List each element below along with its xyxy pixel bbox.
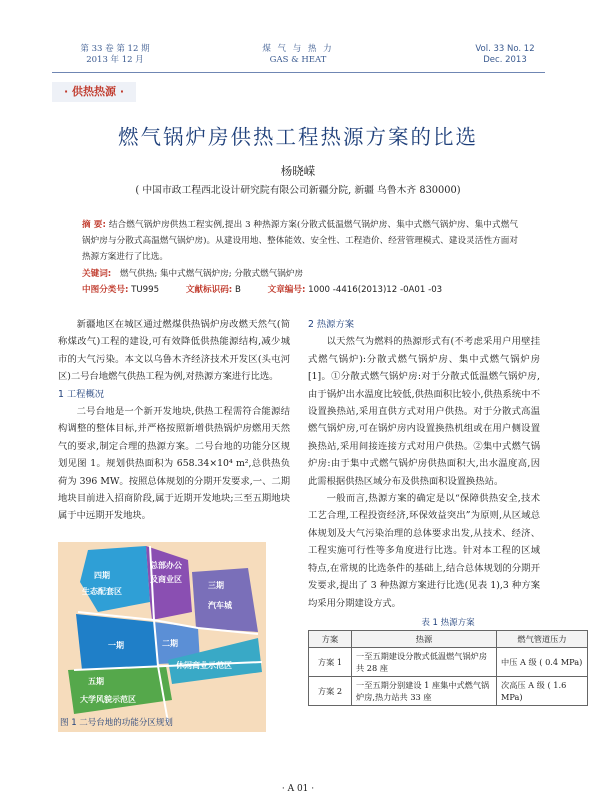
keywords-label: 关键词: <box>82 269 112 279</box>
table-cell: 次高压 A 级 ( 1.6 MPa) <box>497 677 588 706</box>
left-column <box>58 316 290 525</box>
header-issue-en <box>460 44 550 66</box>
zone-label-leisure: 休闲商业示范区 <box>176 661 232 670</box>
zone-label-phase1: 一期 <box>108 641 124 650</box>
table-row <box>309 677 588 706</box>
zone-label-phase5: 五期 <box>88 677 104 686</box>
table-header-cell: 热源 <box>352 631 497 648</box>
table-cell: 一至五期分别建设 1 座集中式燃气锅炉房,热力站共 33 座 <box>352 677 497 706</box>
journal-name-cn: 煤 气 与 热 力 <box>262 44 334 54</box>
header-divider <box>52 72 545 73</box>
classification-line <box>82 283 562 297</box>
doc-code-label: 文献标识码: <box>185 285 233 295</box>
author-affiliation: ( 中国市政工程西北设计研究院有限公司新疆分院, 新疆 乌鲁木齐 830000) <box>135 185 461 196</box>
table-1 <box>308 630 588 706</box>
zone-label-hq: 总部办公 <box>150 561 182 570</box>
column-tag: · 供热热源 · <box>52 82 136 102</box>
section-1-heading: 1 工程概况 <box>58 388 105 400</box>
header-journal <box>220 44 376 66</box>
zone-label-eco: 生态配套区 <box>82 587 122 596</box>
abstract-label: 摘 要: <box>82 220 106 230</box>
article-no-label: 文章编号: <box>267 285 306 295</box>
abstract <box>82 217 518 265</box>
table-cell: 中压 A 级 ( 0.4 MPa) <box>497 648 588 677</box>
zone-label-university: 大学风貌示范区 <box>80 695 136 704</box>
table-cell: 方案 1 <box>309 648 352 677</box>
table-row <box>309 648 588 677</box>
header-volume: 第 33 卷 第 12 期 <box>80 44 150 54</box>
table-cell: 一至五期建设分散式低温燃气锅炉房共 28 座 <box>352 648 497 677</box>
article-no-value: 1000 -4416(2013)12 -0A01 -03 <box>308 285 443 295</box>
table-header-row <box>309 631 588 648</box>
section-1-paragraph: 二号台地是一个新开发地块,供热工程需符合能源结构调整的整体目标,并严格按照新增供热锅炉房燃用天然气的要求,制定合理的热源方案。二号台地的功能分区规划见图 1。规划供热面积为 658.34×10⁴ m²,总供热负荷为 396 MW。按照总体规划的分期开发要求,一、二期地块目前进入招商阶段,属于近期开发地块;三至五期地块属于中远期开发地块。 <box>58 406 290 522</box>
abstract-text: 结合燃气锅炉房供热工程实例,提出 3 种热源方案(分散式低温燃气锅炉房、集中式燃气锅炉房、集中式燃气锅炉房与分散式高温燃气锅炉房)。从建设用地、整体能效、安全性、工程造价、经营管理模式、建设灵活性方面对热源方案进行了比选。 <box>82 220 519 262</box>
clc-label: 中图分类号: <box>82 285 129 295</box>
header-issue <box>60 44 170 66</box>
zone-label-phase2: 二期 <box>162 639 178 648</box>
keywords-text: 燃气供热; 集中式燃气锅炉房; 分散式燃气锅炉房 <box>119 269 304 279</box>
keywords <box>82 267 518 281</box>
header-date-en: Dec. 2013 <box>483 55 527 65</box>
section-2-heading: 2 热源方案 <box>308 319 355 330</box>
table-header-cell: 燃气管道压力 <box>497 631 588 648</box>
doc-code-value: B <box>234 285 241 295</box>
table-header-cell: 方案 <box>309 631 352 648</box>
article-title: 燃气锅炉房供热工程热源方案的比选 <box>118 125 478 149</box>
journal-name-en: GAS & HEAT <box>269 55 327 65</box>
intro-paragraph: 新疆地区在城区通过燃煤供热锅炉房改燃天然气(简称煤改气)工程的建设,可有效降低供热能源结构,减少城市的大气污染。本文以乌鲁木齐经济技术开发区(头屯河区)二号台地燃气供热工程为例,对热源方案进行比选。 <box>58 319 290 383</box>
clc-value: TU995 <box>131 285 160 295</box>
author-name: 杨晓嵘 <box>280 164 316 178</box>
table-cell: 方案 2 <box>309 677 352 706</box>
zone-label-phase3: 三期 <box>208 581 224 590</box>
section-2-paragraph-2: 一般而言,热源方案的确定是以“保障供热安全,技术工艺合理,工程投资经济,环保效益突出”为原则,从区域总体规划及大气污染治理的总体要求出发,从技术、经济、工程实施可行性等多角度进行比选。针对本工程的区域特点,在常规的比选条件的基础上,结合总体规划的分期开发要求,提出了 3 种热源方案进行比选(见表 1),3 种方案均采用分期建设方式。 <box>308 493 540 609</box>
zone-label-phase4: 四期 <box>94 571 110 580</box>
zone-label-commerce: 及商业区 <box>150 575 182 584</box>
zoning-map-figure <box>58 542 266 732</box>
zone-label-auto: 汽车城 <box>208 601 232 610</box>
section-2-paragraph-1: 以天然气为燃料的热源形式有(不考虑采用户用壁挂式燃气锅炉):分散式燃气锅炉房、集中式燃气锅炉房[1]。①分散式燃气锅炉房:对于分散式低温燃气锅炉房,由于锅炉出水温度比较低,供热面积比较小,供热系统中不设置换热站,采用直供方式对用户供热。对于分散式高温燃气锅炉房,可在锅炉房内设置换热机组或在用户侧设置换热站,采用间接连接方式对用户供热。②集中式燃气锅炉房:由于集中式燃气锅炉房供热面积大,出水温度高,因此需根据供热区域分布及供热面积设置换热站。 <box>308 336 540 487</box>
right-column <box>308 316 540 612</box>
header-volume-en: Vol. 33 No. 12 <box>475 44 535 54</box>
figure-1-caption: 图 1 二号台地的功能分区规划 <box>60 718 173 728</box>
heat-source-table <box>308 630 588 706</box>
header-date: 2013 年 12 月 <box>86 55 144 65</box>
table-1-caption: 表 1 热源方案 <box>421 618 475 628</box>
page-number: · A 01 · <box>281 784 315 794</box>
